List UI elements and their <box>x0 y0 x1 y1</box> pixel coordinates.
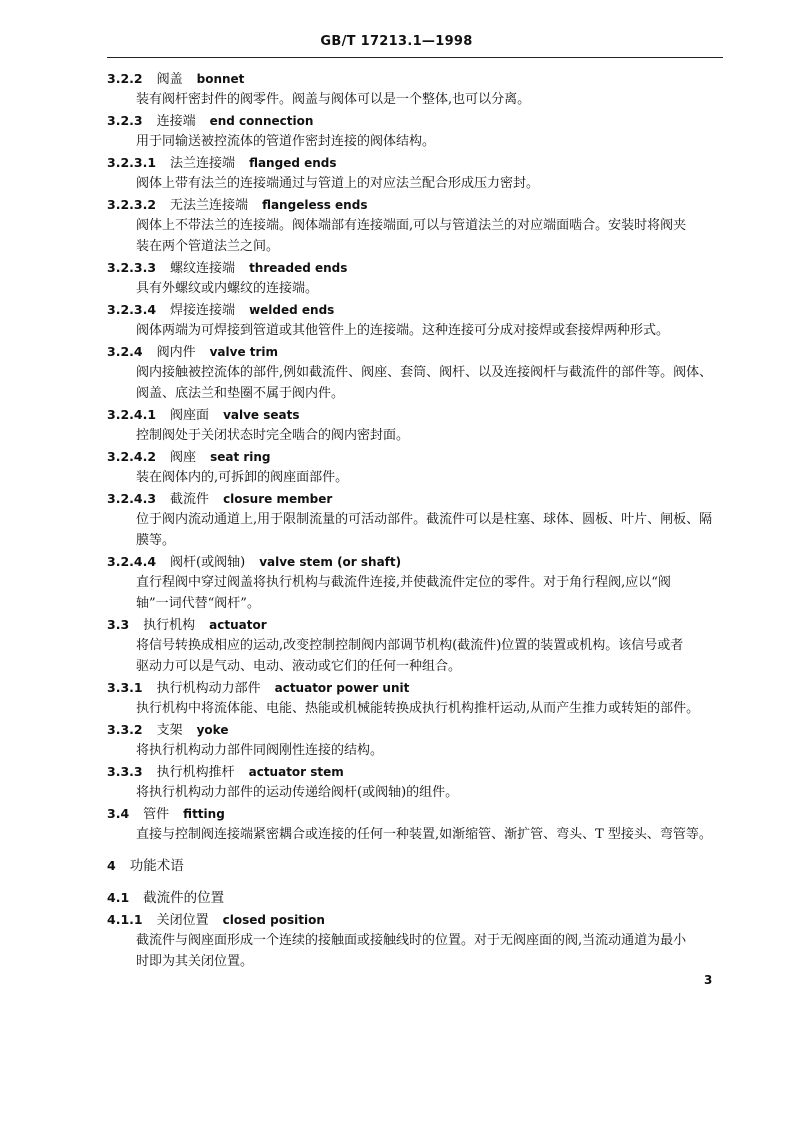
term-definition-line: 阀内接触被控流体的部件,例如截流件、阀座、套筒、阀杆、以及连接阀杆与截流件的部件等。阀体、 <box>136 365 713 380</box>
term-number: 3.4 <box>107 806 130 821</box>
term-name-zh: 管件 <box>143 807 170 822</box>
term-heading <box>107 110 727 131</box>
term-definition-line: 装有阀杆密封件的阀零件。阀盖与阀体可以是一个整体,也可以分离。 <box>136 92 531 107</box>
term-heading <box>107 68 727 89</box>
term-number: 3.2.3.3 <box>107 260 157 275</box>
term-definition-line: 膜等。 <box>136 533 176 548</box>
term-definition-line: 轴”一词代替“阀杆”。 <box>136 596 260 611</box>
term-name-en: welded ends <box>249 303 335 317</box>
term-number: 3.2.3.2 <box>107 197 157 212</box>
term-name-zh: 关闭位置 <box>156 913 209 928</box>
term-definition-line: 位于阀内流动通道上,用于限制流量的可活动部件。截流件可以是柱塞、球体、圆板、叶片、闸板、隔 <box>136 512 713 527</box>
subclause-heading <box>107 887 727 909</box>
term-number: 3.2.4 <box>107 344 143 359</box>
term-name-en: valve stem (or shaft) <box>259 555 402 569</box>
term-name-en: actuator stem <box>248 765 344 779</box>
term-name-en: flangeless ends <box>262 198 368 212</box>
term-definition-line: 截流件与阀座面形成一个连续的接触面或接触线时的位置。对于无阀座面的阀,当流动通道为最小 <box>136 933 687 948</box>
term-definition-line: 将执行机构动力部件同阀刚性连接的结构。 <box>136 743 384 758</box>
term-name-en: threaded ends <box>249 261 348 275</box>
term-number: 3.2.3 <box>107 113 143 128</box>
term-name-zh: 执行机构 <box>143 618 196 633</box>
term-number: 3.2.4.3 <box>107 491 157 506</box>
document-body <box>107 68 727 972</box>
term-name-en: fitting <box>183 807 225 821</box>
term-name-zh: 连接端 <box>156 114 196 129</box>
term-name-zh: 无法兰连接端 <box>170 198 249 213</box>
term-number: 3.2.4.2 <box>107 449 157 464</box>
term-name-zh: 支架 <box>156 723 183 738</box>
term-name-en: bonnet <box>196 72 245 86</box>
term-number: 3.2.4.4 <box>107 554 157 569</box>
term-heading <box>107 404 727 425</box>
term-number: 4.1.1 <box>107 912 143 927</box>
term-definition-line: 装在两个管道法兰之间。 <box>136 239 280 254</box>
term-definition-line: 将执行机构动力部件的运动传递给阀杆(或阀轴)的组件。 <box>136 785 459 800</box>
term-definition-line: 阀体上不带法兰的连接端。阀体端部有连接端面,可以与管道法兰的对应端面啮合。安装时将阀夹 <box>136 218 687 233</box>
term-definition-line: 具有外螺纹或内螺纹的连接端。 <box>136 281 319 296</box>
term-name-en: valve trim <box>209 345 279 359</box>
term-definition-line: 时即为其关闭位置。 <box>136 954 254 969</box>
term-definition-line: 阀体上带有法兰的连接端通过与管道上的对应法兰配合形成压力密封。 <box>136 176 540 191</box>
term-heading <box>107 909 727 930</box>
term-number: 3.2.4.1 <box>107 407 157 422</box>
term-number: 3.3 <box>107 617 130 632</box>
term-heading <box>107 803 727 824</box>
term-definition-line: 直行程阀中穿过阀盖将执行机构与截流件连接,并使截流件定位的零件。对于角行程阀,应以“阀 <box>136 575 671 590</box>
term-name-zh: 执行机构推杆 <box>156 765 235 780</box>
term-name-en: valve seats <box>223 408 300 422</box>
term-definition-line: 装在阀体内的,可拆卸的阀座面部件。 <box>136 470 349 485</box>
term-name-zh: 阀座面 <box>170 408 210 423</box>
term-name-zh: 螺纹连接端 <box>170 261 236 276</box>
term-heading <box>107 614 727 635</box>
term-name-zh: 法兰连接端 <box>170 156 236 171</box>
spacer <box>107 845 727 855</box>
term-name-en: end connection <box>209 114 314 128</box>
term-name-en: closure member <box>223 492 333 506</box>
clause-title: 功能术语 <box>129 858 184 874</box>
term-number: 3.2.3.4 <box>107 302 157 317</box>
term-heading <box>107 551 727 572</box>
term-number: 3.3.1 <box>107 680 143 695</box>
spacer <box>107 877 727 887</box>
subclause-title: 截流件的位置 <box>143 890 225 906</box>
clause-heading <box>107 855 727 877</box>
term-heading <box>107 761 727 782</box>
term-heading <box>107 152 727 173</box>
term-name-en: flanged ends <box>249 156 337 170</box>
term-name-en: seat ring <box>210 450 271 464</box>
page-number: 3 <box>704 973 713 987</box>
term-number: 3.2.2 <box>107 71 143 86</box>
term-name-zh: 执行机构动力部件 <box>156 681 261 696</box>
term-definition-line: 执行机构中将流体能、电能、热能或机械能转换成执行机构推杆运动,从而产生推力或转矩的部件。 <box>136 701 700 716</box>
clause-number: 4 <box>107 858 116 873</box>
term-name-zh: 阀座 <box>170 450 197 465</box>
term-name-en: actuator power unit <box>274 681 410 695</box>
term-definition-line: 直接与控制阀连接端紧密耦合或连接的任何一种装置,如渐缩管、渐扩管、弯头、T 型接头、弯管等。 <box>136 827 712 842</box>
term-number: 3.2.3.1 <box>107 155 157 170</box>
term-heading <box>107 446 727 467</box>
term-heading <box>107 194 727 215</box>
term-name-en: closed position <box>222 913 325 927</box>
term-definition-line: 阀体两端为可焊接到管道或其他管件上的连接端。这种连接可分成对接焊或套接焊两种形式。 <box>136 323 670 338</box>
term-heading <box>107 488 727 509</box>
term-name-en: actuator <box>209 618 267 632</box>
page-header: GB/T 17213.1—1998 <box>320 34 473 49</box>
term-definition-line: 用于同输送被控流体的管道作密封连接的阀体结构。 <box>136 134 436 149</box>
term-name-en: yoke <box>196 723 229 737</box>
term-definition-line: 控制阀处于关闭状态时完全啮合的阀内密封面。 <box>136 428 410 443</box>
term-name-zh: 焊接连接端 <box>170 303 236 318</box>
term-name-zh: 阀盖 <box>156 72 183 87</box>
header-rule <box>107 57 723 58</box>
term-heading <box>107 677 727 698</box>
term-number: 3.3.2 <box>107 722 143 737</box>
subclause-number: 4.1 <box>107 890 130 905</box>
term-name-zh: 阀内件 <box>156 345 196 360</box>
term-number: 3.3.3 <box>107 764 143 779</box>
term-name-zh: 截流件 <box>170 492 210 507</box>
term-heading <box>107 299 727 320</box>
term-definition-line: 驱动力可以是气动、电动、液动或它们的任何一种组合。 <box>136 659 462 674</box>
term-name-zh: 阀杆(或阀轴) <box>170 555 246 570</box>
term-definition-line: 将信号转换成相应的运动,改变控制控制阀内部调节机构(截流件)位置的装置或机构。该信号或者 <box>136 638 684 653</box>
term-heading <box>107 257 727 278</box>
term-definition-line: 阀盖、底法兰和垫圈不属于阀内件。 <box>136 386 345 401</box>
term-heading <box>107 719 727 740</box>
term-heading <box>107 341 727 362</box>
